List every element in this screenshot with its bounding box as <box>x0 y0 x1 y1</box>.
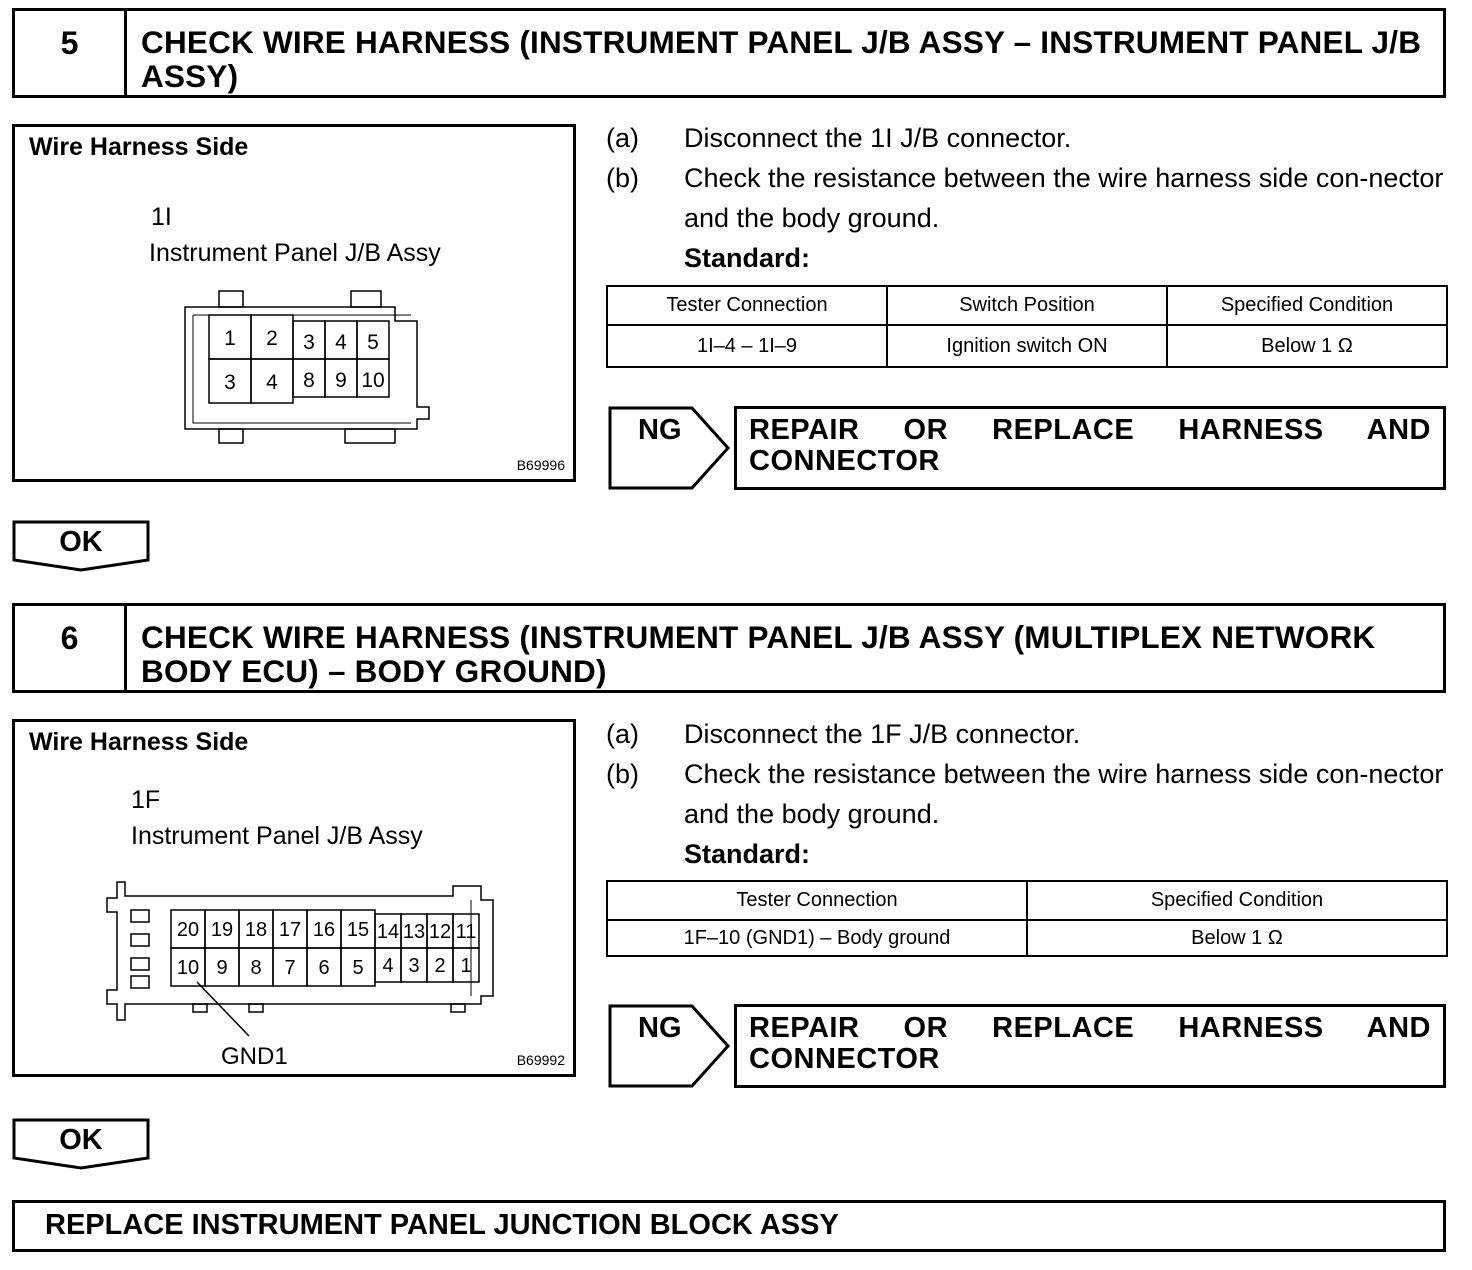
table-header: Specified Condition <box>1167 286 1447 325</box>
table-header: Switch Position <box>887 286 1167 325</box>
table-row <box>607 325 1447 367</box>
pin-bottom-1: 3 <box>224 371 236 394</box>
connector-1i-diagram <box>165 277 455 452</box>
table-cell: Below 1 Ω <box>1167 325 1447 367</box>
pin-top-19: 19 <box>210 919 234 941</box>
pin-top-17: 17 <box>278 919 302 941</box>
ng-result <box>608 1004 1446 1088</box>
table-row <box>607 920 1447 956</box>
instruction-text: Disconnect the 1I J/B connector. <box>684 123 1072 153</box>
instruction-b <box>606 754 1448 834</box>
pin-bottom-7: 7 <box>284 957 296 979</box>
instruction-text: Check the resistance between the wire harness side con-nector and the body ground. <box>684 163 1444 233</box>
ng-result <box>608 406 1446 490</box>
step-6-instructions <box>606 714 1448 874</box>
standard-table <box>606 285 1448 368</box>
pin-bottom-1: 1 <box>460 955 472 977</box>
ng-action-text: REPAIR OR REPLACE HARNESS AND CONNECTOR <box>749 1012 1431 1075</box>
pin-top-12: 12 <box>428 921 452 943</box>
ng-action-box <box>734 1004 1446 1088</box>
pin-top-2: 2 <box>266 327 278 350</box>
pin-bottom-3: 8 <box>303 369 315 392</box>
instruction-text: Check the resistance between the wire harness side con-nector and the body ground. <box>684 759 1444 829</box>
pin-top-14: 14 <box>376 921 400 943</box>
ok-label: OK <box>59 526 103 558</box>
figure-code: B69996 <box>516 457 565 473</box>
pin-top-18: 18 <box>244 919 268 941</box>
pin-top-1: 1 <box>224 327 236 350</box>
instruction-text: Disconnect the 1F J/B connector. <box>684 719 1081 749</box>
table-header: Tester Connection <box>607 286 887 325</box>
standard-label: Standard: <box>684 243 811 273</box>
ok-tag <box>12 1118 150 1170</box>
table-cell: Below 1 Ω <box>1027 920 1447 956</box>
pin-top-20: 20 <box>176 919 200 941</box>
pin-bottom-5: 5 <box>352 957 364 979</box>
step-title: CHECK WIRE HARNESS (INSTRUMENT PANEL J/B ASSY (MULTIPLEX NETWORK BODY ECU) – BODY GROUND) <box>141 619 1376 689</box>
instruction-b <box>606 158 1448 238</box>
ok-label: OK <box>59 1124 103 1156</box>
ok-tag <box>12 520 150 572</box>
connector-id: 1F <box>131 786 161 814</box>
pin-top-16: 16 <box>312 919 336 941</box>
instruction-marker: (a) <box>606 123 639 153</box>
pin-bottom-6: 6 <box>318 957 330 979</box>
table-header: Specified Condition <box>1027 881 1447 920</box>
final-action-box <box>12 1200 1446 1252</box>
table-cell: 1F–10 (GND1) – Body ground <box>607 920 1027 956</box>
table-header: Tester Connection <box>607 881 1027 920</box>
gnd1-leader-line <box>197 982 249 1036</box>
step-number: 6 <box>15 606 127 690</box>
pin-top-11: 11 <box>455 921 477 943</box>
figure-caption: Wire Harness Side <box>29 133 249 161</box>
instruction-marker: (a) <box>606 719 639 749</box>
final-action-text: REPLACE INSTRUMENT PANEL JUNCTION BLOCK ASSY <box>45 1209 839 1241</box>
pin-top-4: 4 <box>335 331 347 354</box>
table-cell: 1I–4 – 1I–9 <box>607 325 887 367</box>
connector-1f-diagram <box>101 872 501 1072</box>
pin-top-13: 13 <box>402 921 426 943</box>
connector-id: 1I <box>151 203 172 231</box>
step-5-instructions <box>606 118 1448 278</box>
ng-label: NG <box>638 1012 682 1044</box>
pin-bottom-9: 9 <box>216 957 228 979</box>
standard-table <box>606 880 1448 957</box>
pin-bottom-2: 4 <box>266 371 278 394</box>
connector-figure-1i <box>12 124 576 482</box>
step-number: 5 <box>15 11 127 95</box>
instruction-a <box>606 118 1448 158</box>
connector-name: Instrument Panel J/B Assy <box>149 239 441 267</box>
figure-code: B69992 <box>516 1052 565 1068</box>
figure-caption: Wire Harness Side <box>29 728 249 756</box>
ng-action-text: REPAIR OR REPLACE HARNESS AND CONNECTOR <box>749 414 1431 477</box>
table-cell: Ignition switch ON <box>887 325 1167 367</box>
pin-bottom-10: 10 <box>176 957 200 979</box>
instruction-a <box>606 714 1448 754</box>
pin-bottom-5: 10 <box>361 369 385 392</box>
connector-figure-1f <box>12 719 576 1077</box>
instruction-marker: (b) <box>606 163 639 193</box>
connector-name: Instrument Panel J/B Assy <box>131 822 423 850</box>
pin-bottom-8: 8 <box>250 957 262 979</box>
ng-label: NG <box>638 414 682 446</box>
pin-bottom-4: 4 <box>382 955 394 977</box>
pin-top-5: 5 <box>367 331 379 354</box>
pin-top-3: 3 <box>303 331 315 354</box>
step-6-header <box>12 603 1446 693</box>
pin-bottom-2: 2 <box>434 955 446 977</box>
pin-bottom-4: 9 <box>335 369 347 392</box>
standard-label: Standard: <box>684 839 811 869</box>
pin-bottom-3: 3 <box>408 955 420 977</box>
ng-action-box <box>734 406 1446 490</box>
gnd1-label: GND1 <box>221 1043 288 1070</box>
pin-top-15: 15 <box>346 919 370 941</box>
step-title: CHECK WIRE HARNESS (INSTRUMENT PANEL J/B ASSY – INSTRUMENT PANEL J/B ASSY) <box>141 24 1422 94</box>
step-5-header <box>12 8 1446 98</box>
instruction-marker: (b) <box>606 759 639 789</box>
